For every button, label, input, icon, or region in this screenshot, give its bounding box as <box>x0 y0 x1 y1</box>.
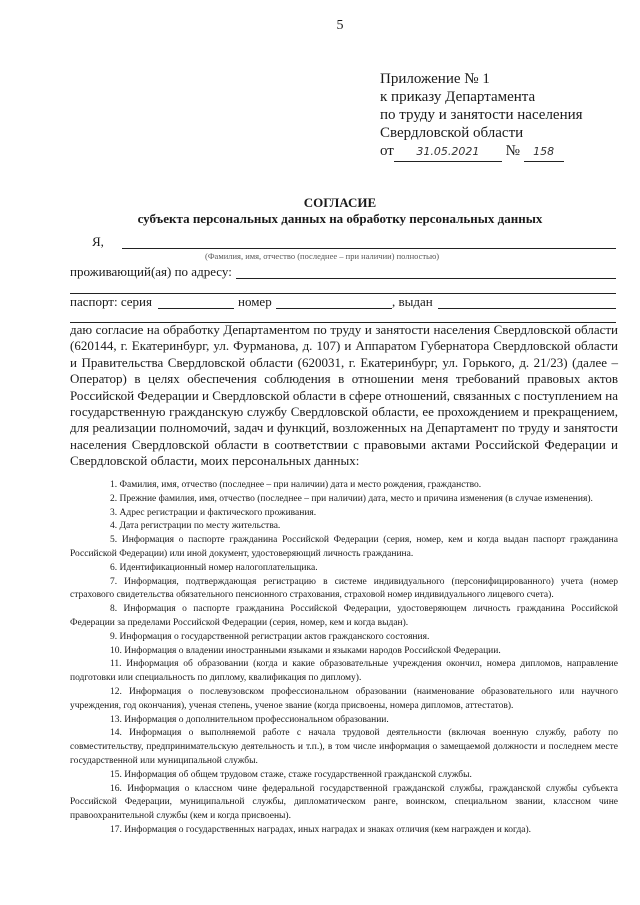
address-field[interactable] <box>236 266 616 279</box>
date-prefix: от <box>380 143 394 159</box>
appendix-line-2: к приказу Департамента <box>380 89 536 105</box>
order-number: 158 <box>524 143 564 162</box>
document-title <box>0 195 640 227</box>
list-item: 5. Информация о паспорте гражданина Российской Федерации (серия, номер, кем и когда выдан паспорт гражданина Российской Федерации) или иной документ, удостоверяющий личность гражданина. <box>70 535 618 559</box>
list-item: 17. Информация о государственных наградах, иных наградах и знаках отличия (кем награжден и когда). <box>110 824 532 835</box>
passport-issued-field[interactable] <box>438 296 616 309</box>
list-item: 7. Информация, подтверждающая регистрацию в системе индивидуального (персонифицированного) учета (номер страхового свидетельства обязательного пенсионного страхования, страховой номер индивидуального лицевого счета). <box>70 576 618 601</box>
passport-number-label: номер <box>238 294 272 309</box>
number-prefix: № <box>505 143 520 159</box>
page-number: 5 <box>336 18 344 33</box>
address-label: проживающий(ая) по адресу: <box>70 264 232 279</box>
title-sub: субъекта персональных данных на обработку персональных данных <box>137 211 543 226</box>
list-item: 1. Фамилия, имя, отчество (последнее – при наличии) дата и место рождения, гражданство. <box>110 480 482 490</box>
personal-data-list <box>70 479 618 838</box>
list-item: 4. Дата регистрации по месту жительства. <box>110 521 281 532</box>
fio-caption: (Фамилия, имя, отчество (последнее – при наличии) полностью) <box>205 251 440 261</box>
fio-label: Я, <box>92 234 104 249</box>
list-item: 11. Информация об образовании (когда и какие образовательные учреждения окончил, номера дипломов, направление подготовки или специальность по диплому, квалификация по диплому). <box>70 659 618 684</box>
list-item: 6. Идентификационный номер налогоплательщика. <box>110 562 318 573</box>
list-item: 10. Информация о владении иностранными языками и языками народов Российской Федерации. <box>110 645 501 656</box>
list-item: 15. Информация об общем трудовом стаже, стаже государственной гражданской службы. <box>110 769 472 780</box>
passport-series-field[interactable] <box>158 296 234 309</box>
order-date: 31.05.2021 <box>394 143 502 162</box>
passport-issued-label: , выдан <box>392 294 433 309</box>
appendix-line-3: по труду и занятости населения <box>380 107 583 123</box>
address-field-line-2[interactable] <box>70 281 616 294</box>
fio-field[interactable] <box>122 236 616 249</box>
list-item: 9. Информация о государственной регистрации актов гражданского состояния. <box>110 631 430 642</box>
list-item: 14. Информация о выполняемой работе с начала трудовой деятельности (включая военную службу, работу по совместительству, предпринимательскую деятельность и т.п.), в том числе информация о замещаемой должности и последнем месте государственной или муниципальной службы. <box>70 728 618 766</box>
list-item: 3. Адрес регистрации и фактического проживания. <box>110 507 317 518</box>
appendix-line-1: Приложение № 1 <box>380 71 490 87</box>
list-item: 2. Прежние фамилия, имя, отчество (последнее – при наличии) дата, место и причина изменения (в случае изменения). <box>110 493 593 504</box>
passport-number-field[interactable] <box>276 296 392 309</box>
list-item: 13. Информация о дополнительном профессиональном образовании. <box>110 714 389 725</box>
appendix-date-line <box>380 142 583 162</box>
list-item: 8. Информация о паспорте гражданина Российской Федерации, удостоверяющем личность гражданина Российской Федерации за пределами Российской Федерации (серия, номер, кем и когда выдан). <box>70 604 618 628</box>
passport-series-label: паспорт: серия <box>70 294 152 309</box>
appendix-header <box>380 70 583 162</box>
list-item: 12. Информация о послевузовском профессиональном образовании (наименование образовательного или научного учреждения, год окончания), ученая степень, ученое звание (когда присвоены, номера дипломов, аттестатов). <box>70 686 618 711</box>
list-item: 16. Информация о классном чине федеральной государственной гражданской службы, гражданской службы субъекта Российской Федерации, муниципальной службы, дипломатическом ранге, воинском, специальном звании, классном чине правоохранительной службы (кем и когда присвоены). <box>70 783 618 822</box>
title-main: СОГЛАСИЕ <box>303 195 377 210</box>
consent-paragraph: даю согласие на обработку Департаментом по труду и занятости населения Свердловской области (620144, г. Екатеринбург, ул. Фурманова, д. 107) и Аппаратом Губернатора Свердловской области и Правительства Свердловской области (620031, г. Екатеринбург, ул. Горького, д. 21/23) (далее – Оператор) в целях обеспечения соблюдения в отношении меня требований правовых актов Российской Федерации и Свердловской области в сфере отношений, связанных с поступлением на государственную гражданскую службу Свердловской области, ее прохождением и прекращением, для реализации полномочий, задач и функций, возложенных на Департамент по труду и занятости населения Свердловской области в соответствии с правовыми актами Российской Федерации и Свердловской области, моих персональных данных: <box>70 322 618 469</box>
appendix-line-4: Свердловской области <box>380 125 524 141</box>
